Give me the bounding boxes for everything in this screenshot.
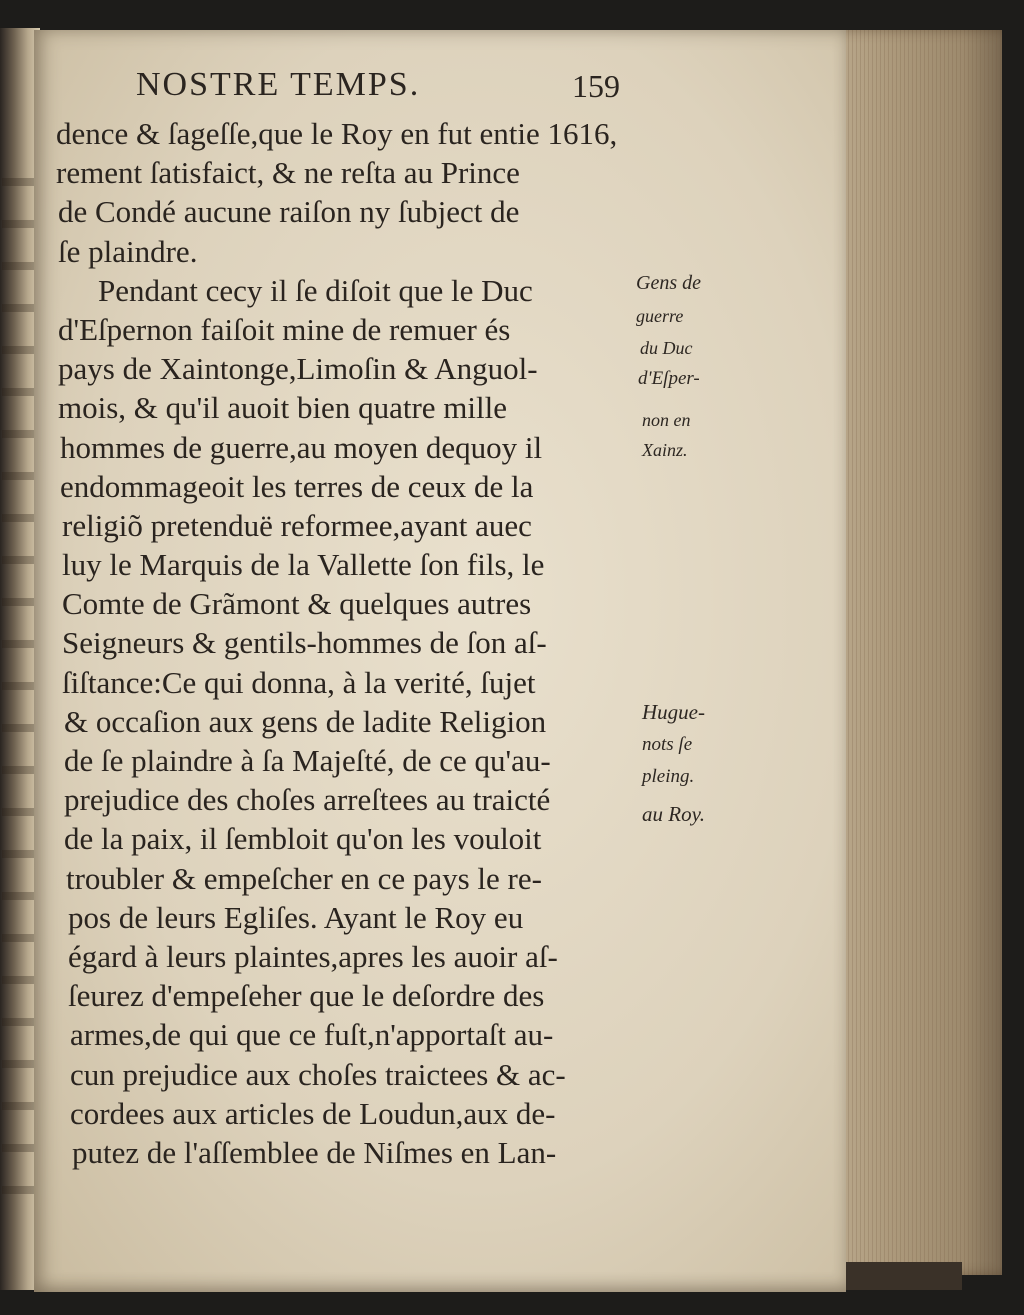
text-line: ſeurez d'empeſeher que le deſordre des xyxy=(68,978,545,1014)
text-line: ſiſtance:Ce qui donna, à la verité, ſujet xyxy=(62,664,536,700)
margin-note: Gens de xyxy=(636,272,701,294)
margin-note: guerre xyxy=(636,306,684,326)
margin-note: au Roy. xyxy=(642,802,705,826)
margin-note: d'Eſper- xyxy=(638,368,700,389)
text-line: Comte de Grãmont & quelques autres xyxy=(62,586,532,622)
body-text xyxy=(56,114,676,1172)
text-line: Seigneurs & gentils-hommes de ſon aſ- xyxy=(62,625,547,661)
text-line: de Condé aucune raiſon ny ſubject de xyxy=(58,194,520,230)
margin-note: du Duc xyxy=(640,338,693,358)
text-line: hommes de guerre,au moyen dequoy il xyxy=(60,429,543,465)
text-line: mois, & qu'il auoit bien quatre mille xyxy=(58,390,507,426)
text-line: prejudice des choſes arreſtees au traicté xyxy=(64,782,551,818)
text-line: cun prejudice aux choſes traictees & ac- xyxy=(70,1056,566,1092)
margin-note: pleing. xyxy=(642,766,695,787)
text-line: religiõ pretenduë reformee,ayant auec xyxy=(62,507,532,543)
text-line: égard à leurs plaintes,apres les auoir aſ- xyxy=(68,938,558,974)
text-line: ſe plaindre. xyxy=(58,233,198,269)
text-line: cordees aux articles de Loudun,aux de- xyxy=(70,1095,556,1131)
page-number: 159 xyxy=(572,68,620,104)
text-line: d'Eſpernon faiſoit mine de remuer és xyxy=(58,311,511,347)
text-line: endommageoit les terres de ceux de la xyxy=(60,468,534,504)
text-line: pays de Xaintonge,Limoſin & Anguol- xyxy=(58,351,538,387)
text-line: putez de l'aſſemblee de Niſmes en Lan- xyxy=(72,1134,557,1170)
text-line: de la paix, il ſembloit qu'on les vouloit xyxy=(64,821,542,857)
gutter-binding-marks xyxy=(2,148,36,1198)
text-line: & occaſion aux gens de ladite Religion xyxy=(64,703,547,739)
text-line: Pendant cecy il ſe diſoit que le Duc xyxy=(98,272,533,308)
text-line: dence & ſageſſe,que le Roy en fut entie 1616, xyxy=(56,116,618,151)
text-line: de ſe plaindre à ſa Majeſté, de ce qu'au- xyxy=(64,743,551,778)
text-line: rement ſatisfaict, & ne reſta au Prince xyxy=(56,155,520,191)
text-line: troubler & empeſcher en ce pays le re- xyxy=(66,860,542,896)
text-line: armes,de qui que ce fuſt,n'apportaſt au- xyxy=(70,1017,554,1053)
text-line: pos de leurs Egliſes. Ayant le Roy eu xyxy=(68,899,524,935)
margin-note: Xainz. xyxy=(642,440,688,460)
margin-note: nots ſe xyxy=(642,734,693,755)
margin-note: non en xyxy=(642,410,691,430)
running-title: NOSTRE TEMPS. xyxy=(136,66,421,103)
margin-note: Hugue- xyxy=(642,700,705,724)
text-line: luy le Marquis de la Vallette ſon fils, le xyxy=(62,547,545,583)
